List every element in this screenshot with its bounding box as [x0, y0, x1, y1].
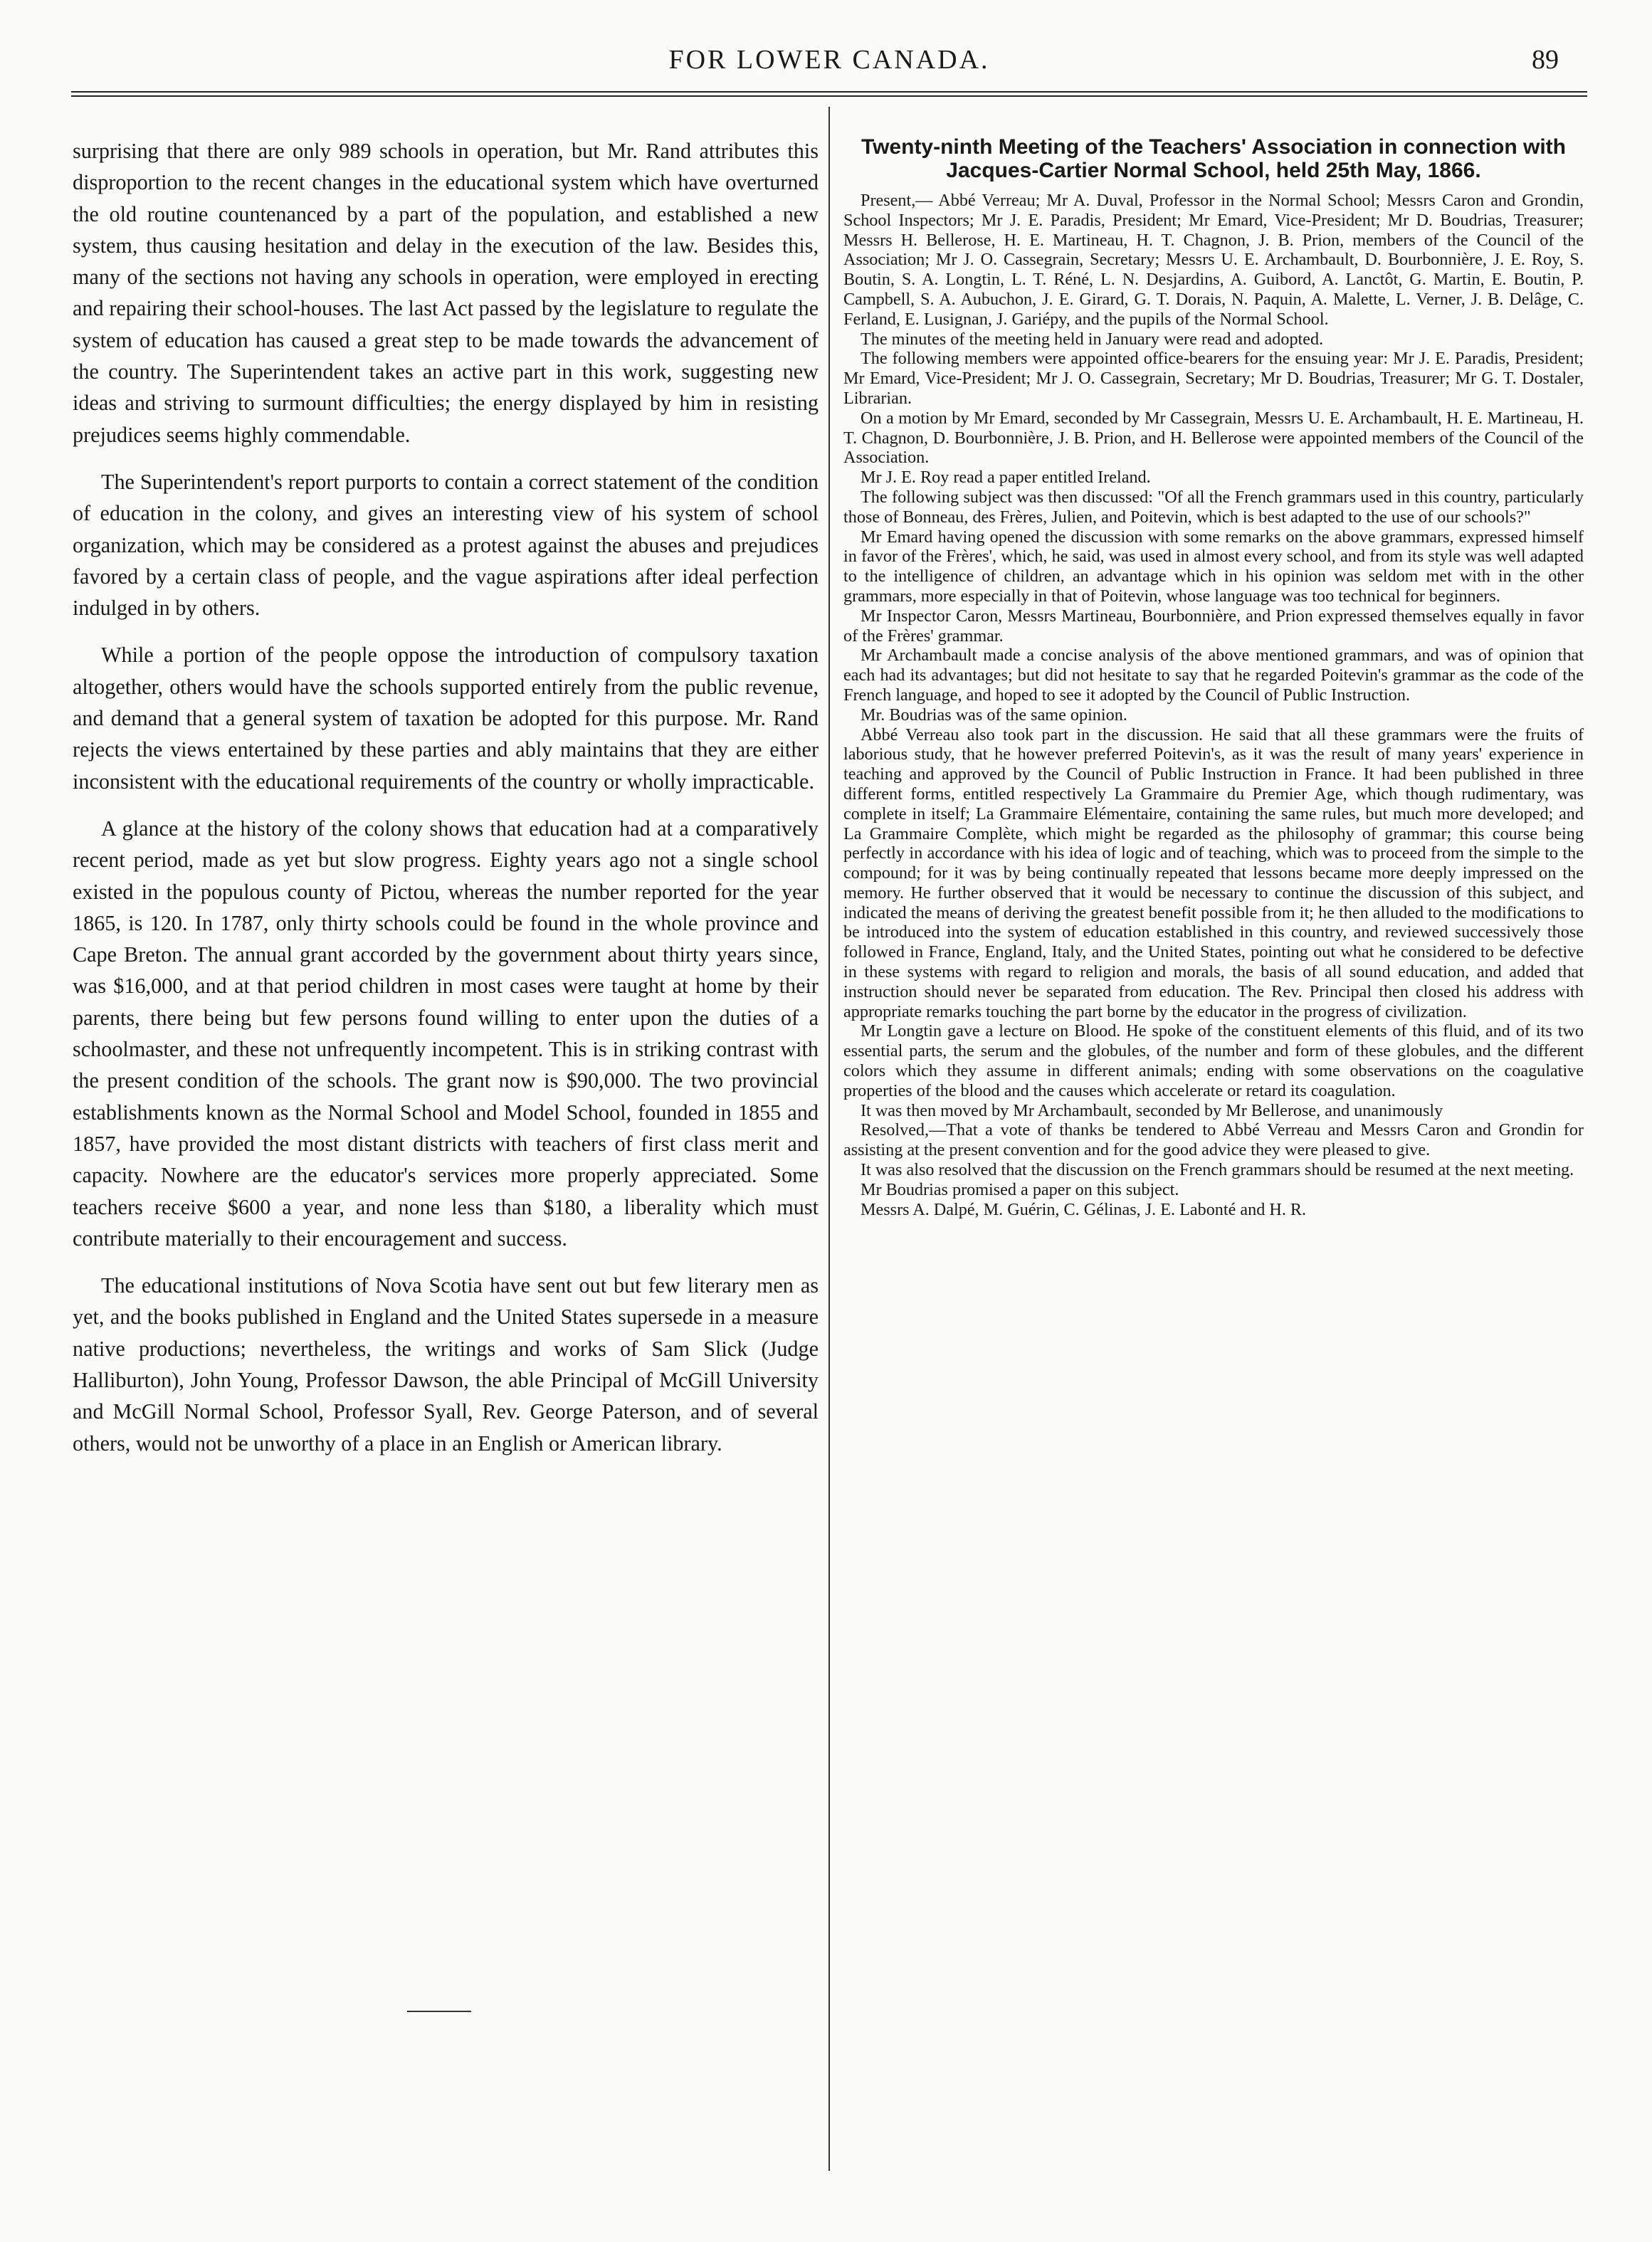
right-paragraph-10: Mr. Boudrias was of the same opinion.	[861, 705, 1127, 725]
right-paragraph-16: Mr Boudrias promised a paper on this subject.	[861, 1179, 1179, 1199]
right-paragraph-6: The following subject was then discussed: "Of all the French grammars used in this country, particularly those of Bonneau, des Frères, Julien, and Poitevin, which is best adapted to the use of our schools?"	[843, 487, 1584, 527]
right-column	[843, 135, 1584, 1219]
right-paragraph-11: Abbé Verreau also took part in the discussion. He said that all these grammars were the fruits of laborious study, that he however preferred Poitevin's, as it was the result of many years' experience in teaching and approved by the Council of Public Instruction in France. It had been published in three different forms, entitled respectively La Grammaire du Premier Age, which though rudimentary, was complete in itself; La Grammaire Elémentaire, containing the same rules, but much more developed; and La Grammaire Complète, which might be regarded as the philosophy of grammar; this course being perfectly in accordance with his idea of logic and of teaching, which was to proceed from the simple to the compound; for it was by being continually repeated that lessons became more deeply impressed on the memory. He further observed that it would be necessary to continue the discussion of this subject, and indicated the means of deriving the greatest benefit possible from it; he then alluded to the modifications to be introduced into the system of education established in this country, and reviewed successively those followed in France, England, Italy, and the United States, pointing out what he considered to be defective in these systems with regard to religion and morals, the basis of all sound education, and added that instruction should never be separated from education. The Rev. Principal then closed his address with appropriate remarks touching the part borne by the educator in the progress of civilization.	[843, 725, 1584, 1021]
left-paragraph-1: surprising that there are only 989 schools in operation, but Mr. Rand attributes this disproportion to the recent changes in the educational system which have overturned the old routine countenanced by a part of the population, and established a new system, thus causing hesitation and delay in the execution of the law. Besides this, many of the sections not having any schools in operation, were employed in erecting and repairing their school-houses. The last Act passed by the legislature to regulate the system of education has caused a great step to be made towards the advancement of the country. The Superintendent takes an active part in this work, suggesting new ideas and striving to surmount difficulties; the energy displayed by him in resisting prejudices seems highly commendable.	[73, 139, 819, 447]
right-paragraph-7: Mr Emard having opened the discussion with some remarks on the above grammars, expressed himself in favor of the Frères', which, he said, was used in almost every school, and from its style was well adapted to the intelligence of children, an advantage which in his opinion was seldom met with in the other grammars, more especially in that of Poitevin, whose language was too technical for beginners.	[843, 527, 1584, 606]
header-rule	[71, 91, 1587, 97]
right-paragraph-1: Present,— Abbé Verreau; Mr A. Duval, Professor in the Normal School; Messrs Caron and Grondin, School Inspectors; Mr J. E. Paradis, President; Mr Emard, Vice-President; Mr D. Boudrias, Treasurer; Messrs H. Bellerose, H. E. Martineau, H. T. Chagnon, J. B. Prion, members of the Council of the Association; Mr J. O. Cassegrain, Secretary; Messrs U. E. Archambault, D. Bourbonnière, J. E. Roy, S. Boutin, S. A. Longtin, L. T. Réné, L. N. Desjardins, A. Guibord, A. Lanctôt, G. Martin, E. Boutin, P. Campbell, S. A. Aubuchon, J. E. Girard, G. T. Dorais, N. Paquin, A. Malette, L. Verner, J. B. Delâge, C. Ferland, E. Lusignan, J. Gariépy, and the pupils of the Normal School.	[843, 191, 1584, 329]
page-header	[71, 44, 1587, 84]
article-title: Twenty-ninth Meeting of the Teachers' Association in connection with Jacques-Cartier Normal School, held 25th May, 1866.	[861, 135, 1566, 182]
section-end-rule	[407, 2011, 471, 2012]
left-column	[73, 135, 819, 1475]
right-paragraph-15: It was also resolved that the discussion on the French grammars should be resumed at the next meeting.	[861, 1160, 1574, 1180]
left-paragraph-3: While a portion of the people oppose the introduction of compulsory taxation altogether, others would have the schools supported entirely from the public revenue, and demand that a general system of taxation be adopted for this purpose. Mr. Rand rejects the views entertained by these parties and ably maintains that they are either inconsistent with the educational requirements of the country or wholly impracticable.	[73, 643, 819, 794]
page-number: 89	[1532, 45, 1559, 75]
left-paragraph-2: The Superintendent's report purports to contain a correct statement of the condition of education in the colony, and gives an interesting view of his system of school organization, which may be considered as a protest against the abuses and prejudices favored by a certain class of people, and the vague aspirations after ideal perfection indulged in by others.	[73, 469, 819, 621]
right-paragraph-17: Messrs A. Dalpé, M. Guérin, C. Gélinas, J. E. Labonté and H. R.	[861, 1199, 1307, 1219]
right-paragraph-2: The minutes of the meeting held in January were read and adopted.	[861, 329, 1324, 349]
running-head: FOR LOWER CANADA.	[668, 45, 990, 75]
right-paragraph-9: Mr Archambault made a concise analysis of the above mentioned grammars, and was of opinion that each had its advantages; but did not hesitate to say that he regarded Poitevin's grammar as the code of the French language, and hoped to see it adopted by the Council of Public Instruction.	[843, 646, 1584, 705]
right-paragraph-8: Mr Inspector Caron, Messrs Martineau, Bourbonnière, and Prion expressed themselves equally in favor of the Frères' grammar.	[843, 606, 1584, 646]
right-paragraph-3: The following members were appointed office-bearers for the ensuing year: Mr J. E. Paradis, President; Mr Emard, Vice-President; Mr J. O. Cassegrain, Secretary; Mr D. Boudrias, Treasurer; Mr G. T. Dostaler, Librarian.	[843, 349, 1584, 408]
right-paragraph-4: On a motion by Mr Emard, seconded by Mr Cassegrain, Messrs U. E. Archambault, H. E. Martineau, H. T. Chagnon, D. Bourbonnière, J. B. Prion, and H. Bellerose were appointed members of the Council of the Association.	[843, 408, 1584, 468]
left-paragraph-5: The educational institutions of Nova Scotia have sent out but few literary men as yet, and the books published in England and the United States supersede in a measure native productions; nevertheless, the writings and works of Sam Slick (Judge Halliburton), John Young, Professor Dawson, the able Principal of McGill University and McGill Normal School, Professor Syall, Rev. George Paterson, and of several others, would not be unworthy of a place in an English or American library.	[73, 1273, 819, 1456]
left-paragraph-4: A glance at the history of the colony shows that education had at a comparatively recent period, made as yet but slow progress. Eighty years ago not a single school existed in the populous county of Pictou, whereas the number reported for the year 1865, is 120. In 1787, only thirty schools could be found in the whole province and Cape Breton. The annual grant accorded by the government about thirty years since, was $16,000, and at that period children in most cases were taught at home by their parents, there being but few persons found willing to enter upon the duties of a schoolmaster, and these not unfrequently incompetent. This is in striking contrast with the present condition of the schools. The grant now is $90,000. The two provincial establishments known as the Normal School and Model School, founded in 1855 and 1857, have provided the most distant districts with teachers of first class merit and capacity. Nowhere are the educator's services more properly appreciated. Some teachers receive $600 a year, and none less than $180, a liberality which must contribute materially to their encouragement and success.	[73, 816, 819, 1251]
right-paragraph-13: It was then moved by Mr Archambault, seconded by Mr Bellerose, and unanimously	[861, 1100, 1443, 1120]
column-divider	[828, 107, 830, 2171]
right-paragraph-5: Mr J. E. Roy read a paper entitled Ireland.	[861, 468, 1151, 488]
right-paragraph-12: Mr Longtin gave a lecture on Blood. He spoke of the constituent elements of this fluid, and of its two essential parts, the serum and the globules, of the number and form of these globules, and the different colors which they assume in different animals; ending with some observations on the coagulative properties of the blood and the causes which accelerate or retard its coagulation.	[843, 1021, 1584, 1100]
right-paragraph-14: Resolved,—That a vote of thanks be tendered to Abbé Verreau and Messrs Caron and Grondin for assisting at the present convention and for the good advice they were pleased to give.	[843, 1120, 1584, 1160]
